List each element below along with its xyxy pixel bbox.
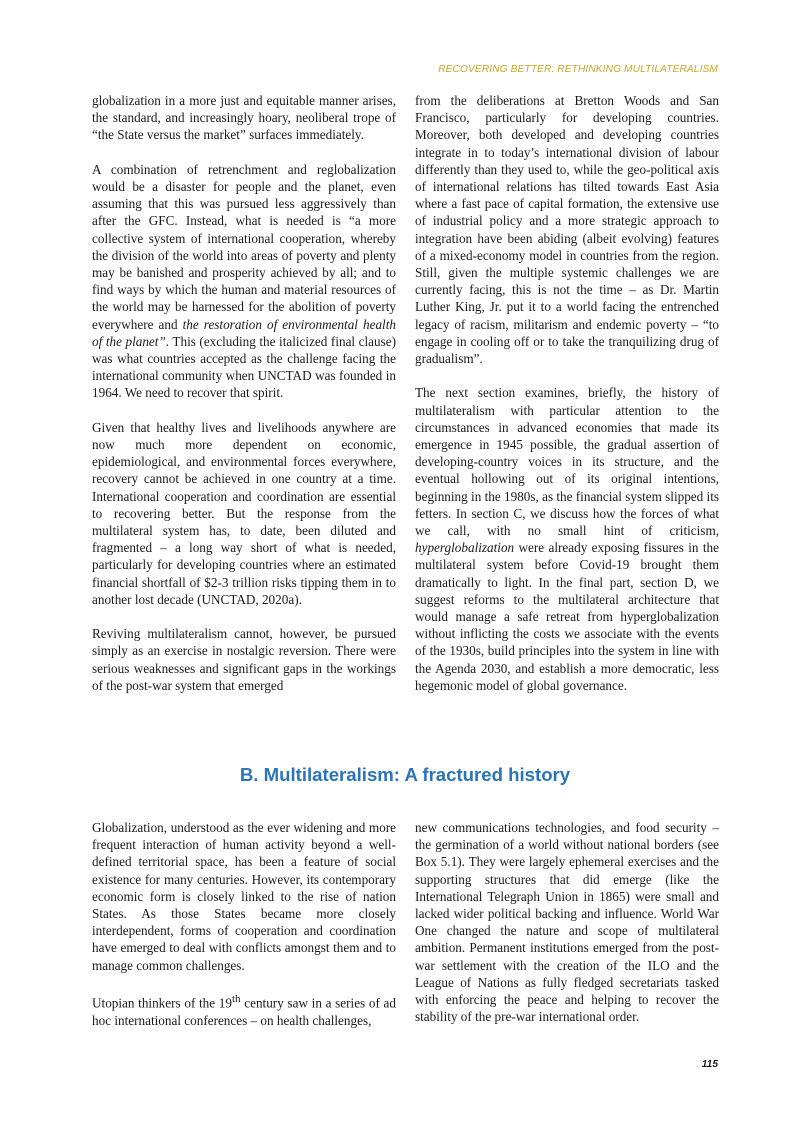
paragraph — [92, 991, 396, 1029]
page-number: 115 — [701, 1059, 718, 1070]
bottom-left-column — [92, 819, 396, 1029]
text-run: A combination of retrenchment and reglobalization would be a disaster for people and the planet, even assuming that this was pursued less aggressively than after the GFC. Instead, what is needed is “a more collective system of international cooperation, whereby the division of the world into areas of poverty and plenty may be banished and prosperity achieved by all; and to find ways by which the human and material resources of the world may be harnessed for the abolition of poverty everywhere and — [92, 161, 396, 332]
top-left-column — [92, 92, 396, 694]
top-right-column — [415, 92, 719, 694]
section-heading: B. Multilateralism: A fractured history — [239, 764, 571, 785]
italic-term: hyperglobalization — [415, 540, 515, 556]
text-run: The next section examines, briefly, the history of multilateralism with particular attention to the circumstances in advanced economies that made its emergence in 1945 possible, the gradual assertion of developing-country voices in its structure, and the eventual hollowing out of its original intentions, beginning in the 1980s, as the financial system slipped its fetters. In section C, we discuss how the forces of what we call, with no small hint of criticism, — [415, 385, 720, 539]
paragraph: new communications technologies, and food security – the germination of a world without national borders (see Box 5.1). They were largely ephemeral exercises and the supporting structures that did emerge (like the International Telegraph Union in 1865) were small and lacked wider political backing and influence. World War One changed the nature and scope of multilateral ambition. Permanent institutions emerged from the post-war settlement with the creation of the ILO and the League of Nations as fully fledged secretariats tasked with enforcing the peace and helping to recover the stability of the pre-war international order. — [415, 820, 719, 1025]
superscript: th — [232, 993, 241, 1006]
text-run: Utopian thinkers of the 19 — [92, 995, 232, 1011]
italic-clause: the restoration of environmental health of the planet” — [92, 316, 396, 349]
running-header: RECOVERING BETTER: RETHINKING MULTILATERALISM — [438, 64, 718, 75]
bottom-right-column — [415, 819, 719, 1025]
text-run: were already exposing fissures in the multilateral system before Covid-19 brought them dramatically to light. In the final part, section D, we suggest reforms to the multilateral architecture that would manage a safe retreat from hyperglobalization without inflicting the costs we associate with the events of the 1930s, build principles into the system in line with the Agenda 2030, and establish a more democratic, less hegemonic model of global governance. — [415, 540, 719, 693]
paragraph: globalization in a more just and equitable manner arises, the standard, and increasingly hoary, neoliberal trope of “the State versus the market” surfaces immediately. — [92, 93, 396, 143]
text-run: century saw in a series of ad hoc international conferences – on health challenges, — [92, 995, 396, 1028]
paragraph — [92, 161, 396, 402]
paragraph — [415, 384, 719, 694]
paragraph: Given that healthy lives and livelihoods anywhere are now much more dependent on economic, epidemiological, and environmental forces everywhere, recovery cannot be achieved in one country at a time. International cooperation and coordination are essential to recovering better. But the response from the multilateral system has, to date, been diluted and fragmented – a long way short of what is needed, particularly for developing countries where an estimated financial shortfall of $2-3 trillion risks tipping them in to another lost decade (UNCTAD, 2020a). — [92, 419, 396, 607]
text-run: . This (excluding the italicized final clause) was what countries accepted as the challenge facing the international community when UNCTAD was founded in 1964. We need to recover that spirit. — [92, 333, 397, 401]
paragraph: from the deliberations at Bretton Woods and San Francisco, particularly for developing countries. Moreover, both developed and developing countries integrate in to today’s international division of labour differently than they used to, while the geo-political axis of international relations has tilted towards East Asia where a fast pace of capital formation, the extensive use of industrial policy and a more strategic approach to integration have been abiding (albeit evolving) features of a mixed-economy model in countries from the region. Still, given the multiple systemic challenges we are currently facing, this is not the time – as Dr. Martin Luther King, Jr. put it to a world facing the entrenched legacy of racism, militarism and endemic poverty – “to engage in cooling off or to take the tranquilizing drug of gradualism”. — [415, 93, 719, 367]
paragraph: Globalization, understood as the ever widening and more frequent interaction of human activity beyond a well-defined territorial space, has been a feature of social existence for many centuries. However, its contemporary economic form is closely linked to the rise of nation States. As those States became more closely interdependent, forms of cooperation and coordination have emerged to deal with conflicts amongst them and to manage common challenges. — [92, 820, 396, 973]
paragraph: Reviving multilateralism cannot, however, be pursued simply as an exercise in nostalgic reversion. There were serious weaknesses and significant gaps in the workings of the post-war system that emerged — [92, 626, 396, 693]
